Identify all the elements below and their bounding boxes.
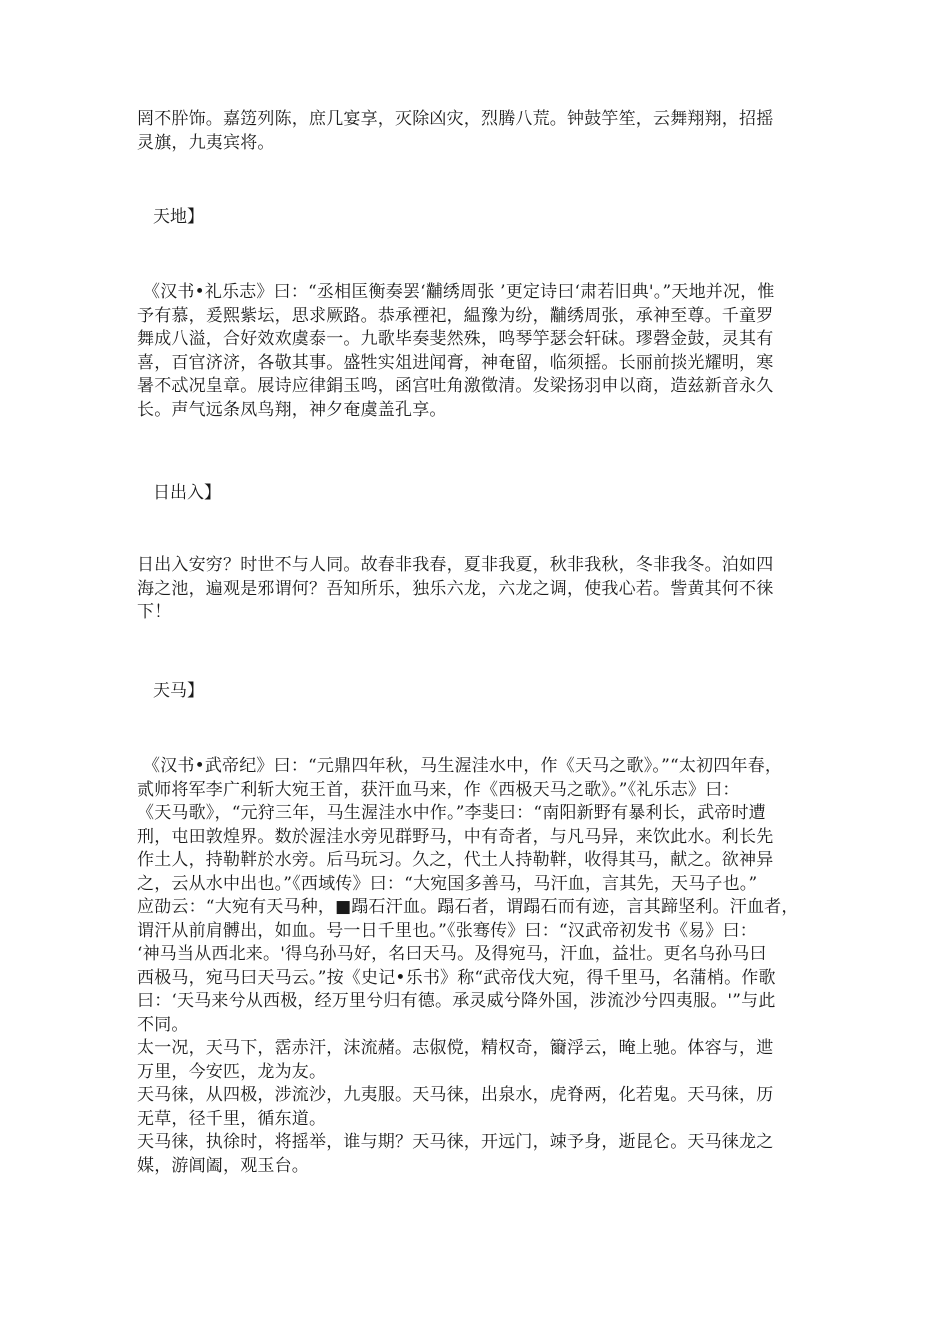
text-line: 西极马，宛马曰天马云。”按《史记•乐书》称“武帝伐大宛，得千里马，名蒲梢。作歌 [137, 967, 776, 988]
text-line: ‘神马当从西北来。'得乌孙马好，名曰天马。及得宛马，汗血，益壮。更名乌孙马曰 [137, 944, 767, 964]
paragraph-tianma [137, 755, 827, 1178]
text-line: 《汉书•武帝纪》曰：“元鼎四年秋，马生渥洼水中，作《天马之歌》。”“太初四年春， [143, 756, 783, 776]
text-line: 海之池，遍观是邪谓何？吾知所乐，独乐六龙，六龙之调，使我心若。訾黄其何不徕 [137, 578, 774, 599]
text-line: 刑，屯田敦煌界。数於渥洼水旁见群野马，中有奇者，与凡马异，来饮此水。利长先 [137, 826, 774, 847]
paragraph-tiandi [137, 281, 827, 422]
text-line: 日出入安穷？时世不与人同。故春非我春，夏非我夏，秋非我秋，冬非我冬。泊如四 [137, 555, 774, 575]
text-line: 媒，游阊阖，观玉台。 [137, 1155, 309, 1176]
text-line: 长。声气远条凤鸟翔，神夕奄虞盖孔享。 [137, 399, 447, 420]
paragraph-intro [137, 108, 827, 155]
text-line: 太一况，天马下，霑赤汗，沫流赭。志俶傥，精权奇，籋浮云，晻上驰。体容与，迣 [137, 1038, 774, 1058]
text-line: 喜，百官济济，各敬其事。盛牲实俎进闻膏，神奄留，临须摇。长丽前掞光耀明，寒 [137, 352, 774, 373]
text-line: 曰：‘天马来兮从西极，经万里兮归有德。承灵威兮降外国，涉流沙兮四夷服。'”与此 [137, 991, 776, 1011]
text-line: 天马徕，执徐时，将摇举，谁与期？天马徕，开远门，竦予身，逝昆仑。天马徕龙之 [137, 1132, 774, 1152]
text-line: 万里，今安匹，龙为友。 [137, 1061, 327, 1082]
text-line: 《天马歌》，“元狩三年，马生渥洼水中作。”李斐曰：“南阳新野有暴利长，武帝时遭 [137, 803, 766, 823]
text-line: 无草，径千里，循东道。 [137, 1108, 327, 1129]
text-line: 予有慕，爰熙紫坛，思求厥路。恭承禋祀，緼豫为纷，黼绣周张，承神至尊。千童罗 [137, 305, 774, 326]
text-line: 下！ [137, 602, 172, 622]
text-line: 谓汗从前肩髆出，如血。号一日千里也。”《张骞传》曰：“汉武帝初发书《易》曰： [137, 920, 757, 941]
text-line: 罔不肸饰。嘉笾列陈，庶几宴享，灭除凶灾，烈腾八荒。钟鼓竽笙，云舞翔翔，招摇 [137, 109, 774, 129]
text-line: 天马徕，从四极，涉流沙，九夷服。天马徕，出泉水，虎脊两，化若鬼。天马徕，历 [137, 1085, 774, 1105]
text-line: 《汉书•礼乐志》曰：“丞相匡衡奏罢‘黼绣周张 ’更定诗曰‘肃若旧典'。”天地并况，惟 [143, 282, 775, 302]
section-heading-richuru: 日出入】 [153, 483, 221, 503]
paragraph-richuru [137, 554, 827, 625]
text-line: 应劭云：“大宛有天马种，■蹋石汗血。蹋石者，谓蹋石而有迹，言其蹄坚利。汗血者， [137, 897, 799, 917]
text-line: 贰师将军李广利斩大宛王首，获汗血马来，作《西极天马之歌》。”《礼乐志》曰： [137, 779, 740, 800]
section-heading-tianma: 天马】 [153, 681, 204, 701]
text-line: 灵旗，九夷宾将。 [137, 132, 275, 153]
text-line: 不同。 [137, 1014, 189, 1035]
section-heading-tiandi: 天地】 [153, 207, 204, 227]
text-line: 舞成八溢，合好效欢虞泰一。九歌毕奏斐然殊，鸣琴竽瑟会轩砞。璆磬金鼓，灵其有 [137, 329, 774, 349]
text-line: 暑不忒况皇章。展诗应律鋗玉鸣，函宫吐角激徵清。发梁扬羽申以商，造兹新音永久 [137, 376, 774, 396]
text-line: 作土人，持勒靽於水旁。后马玩习。久之，代土人持勒靽，收得其马，献之。欲神异 [137, 850, 774, 870]
text-line: 之，云从水中出也。”《西域传》曰：“大宛国多善马，马汗血，言其先，天马子也。” [137, 873, 758, 894]
